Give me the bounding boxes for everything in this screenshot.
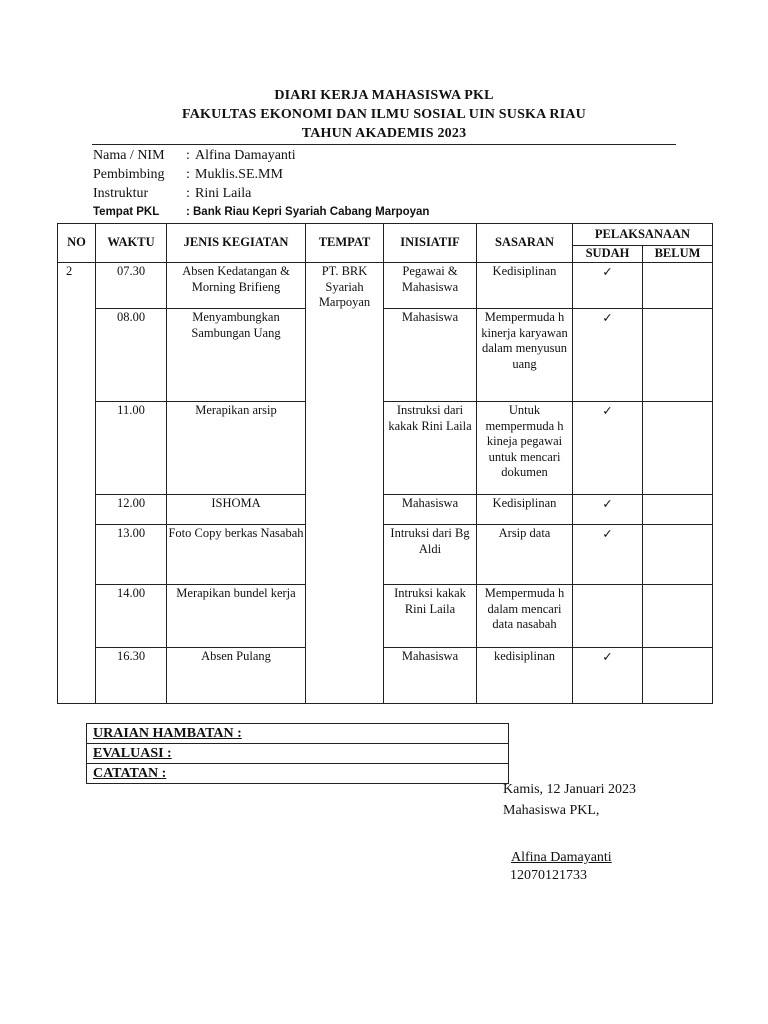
info-label-nama: Nama / NIM (93, 148, 165, 163)
academic-year-title: TAHUN AKADEMIS 2023 (301, 126, 467, 141)
header-no: NO (58, 224, 96, 263)
cell-belum (643, 495, 713, 525)
info-separator: : (186, 186, 190, 201)
cell-tempat: PT. BRK Syariah Marpoyan (306, 263, 384, 704)
cell-waktu: 13.00 (96, 525, 167, 585)
info-value-nama: Alfina Damayanti (195, 148, 296, 163)
cell-waktu: 08.00 (96, 309, 167, 402)
check-mark-icon: ✓ (573, 495, 643, 525)
activity-table (57, 223, 713, 704)
cell-waktu: 12.00 (96, 495, 167, 525)
info-separator: : (186, 167, 190, 182)
cell-jenis: Foto Copy berkas Nasabah (167, 525, 306, 585)
signature-date: Kamis, 12 Januari 2023 (503, 782, 636, 797)
header-sasaran: SASARAN (477, 224, 573, 263)
catatan-label: CATATAN : (87, 764, 509, 784)
cell-sasaran: kedisiplinan (477, 648, 573, 704)
cell-sasaran: Kedisiplinan (477, 495, 573, 525)
cell-jenis: Menyambungkan Sambungan Uang (167, 309, 306, 402)
info-separator: : (186, 206, 190, 218)
table-row (58, 263, 713, 309)
header-tempat: TEMPAT (306, 224, 384, 263)
document-title: DIARI KERJA MAHASISWA PKL (274, 88, 494, 103)
header-jenis-kegiatan: JENIS KEGIATAN (167, 224, 306, 263)
cell-sasaran: Mempermuda h dalam mencari data nasabah (477, 585, 573, 648)
cell-waktu: 14.00 (96, 585, 167, 648)
cell-waktu: 16.30 (96, 648, 167, 704)
header-sudah: SUDAH (573, 246, 643, 263)
cell-jenis: Absen Kedatangan & Morning Brifieng (167, 263, 306, 309)
cell-belum (643, 402, 713, 495)
cell-belum (643, 525, 713, 585)
cell-no: 2 (58, 263, 96, 704)
cell-jenis: ISHOMA (167, 495, 306, 525)
cell-belum (643, 585, 713, 648)
table-row (58, 585, 713, 648)
cell-jenis: Merapikan bundel kerja (167, 585, 306, 648)
cell-belum (643, 309, 713, 402)
header-inisiatif: INISIATIF (384, 224, 477, 263)
info-value-instruktur: Rini Laila (195, 186, 252, 201)
signature-name: Alfina Damayanti (511, 850, 612, 865)
header-waktu: WAKTU (96, 224, 167, 263)
info-value-tempat: Bank Riau Kepri Syariah Cabang Marpoyan (193, 206, 430, 218)
check-mark-icon: ✓ (573, 648, 643, 704)
info-label-pembimbing: Pembimbing (93, 167, 165, 182)
cell-sasaran: Arsip data (477, 525, 573, 585)
table-row (58, 402, 713, 495)
cell-belum (643, 648, 713, 704)
faculty-title: FAKULTAS EKONOMI DAN ILMU SOSIAL UIN SUSKA RIAU (182, 107, 586, 122)
check-mark-icon: ✓ (573, 402, 643, 495)
notes-box (86, 723, 509, 784)
cell-belum (643, 263, 713, 309)
info-label-instruktur: Instruktur (93, 186, 149, 201)
table-row (58, 648, 713, 704)
cell-waktu: 07.30 (96, 263, 167, 309)
info-label-tempat: Tempat PKL (93, 206, 160, 218)
cell-inisiatif: Instruksi dari kakak Rini Laila (384, 402, 477, 495)
cell-sasaran: Mempermuda h kinerja karyawan dalam menyusun uang (477, 309, 573, 402)
cell-jenis: Absen Pulang (167, 648, 306, 704)
info-separator: : (186, 148, 190, 163)
cell-inisiatif: Intruksi dari Bg Aldi (384, 525, 477, 585)
cell-sasaran: Untuk mempermuda h kineja pegawai untuk mencari dokumen (477, 402, 573, 495)
cell-inisiatif: Intruksi kakak Rini Laila (384, 585, 477, 648)
evaluasi-label: EVALUASI : (87, 744, 509, 764)
table-row (58, 525, 713, 585)
signature-role: Mahasiswa PKL, (503, 803, 600, 818)
table-row (58, 495, 713, 525)
info-value-pembimbing: Muklis.SE.MM (195, 167, 283, 182)
header-pelaksanaan: PELAKSANAAN (573, 224, 713, 246)
check-mark-icon: ✓ (573, 525, 643, 585)
cell-inisiatif: Mahasiswa (384, 309, 477, 402)
uraian-hambatan-label: URAIAN HAMBATAN : (87, 724, 509, 744)
cell-waktu: 11.00 (96, 402, 167, 495)
cell-sasaran: Kedisiplinan (477, 263, 573, 309)
header-divider (92, 144, 676, 145)
cell-inisiatif: Pegawai & Mahasiswa (384, 263, 477, 309)
table-row (58, 309, 713, 402)
cell-sudah (573, 585, 643, 648)
signature-nim: 12070121733 (510, 868, 587, 883)
check-mark-icon: ✓ (573, 309, 643, 402)
header-belum: BELUM (643, 246, 713, 263)
cell-inisiatif: Mahasiswa (384, 495, 477, 525)
cell-jenis: Merapikan arsip (167, 402, 306, 495)
check-mark-icon: ✓ (573, 263, 643, 309)
cell-inisiatif: Mahasiswa (384, 648, 477, 704)
